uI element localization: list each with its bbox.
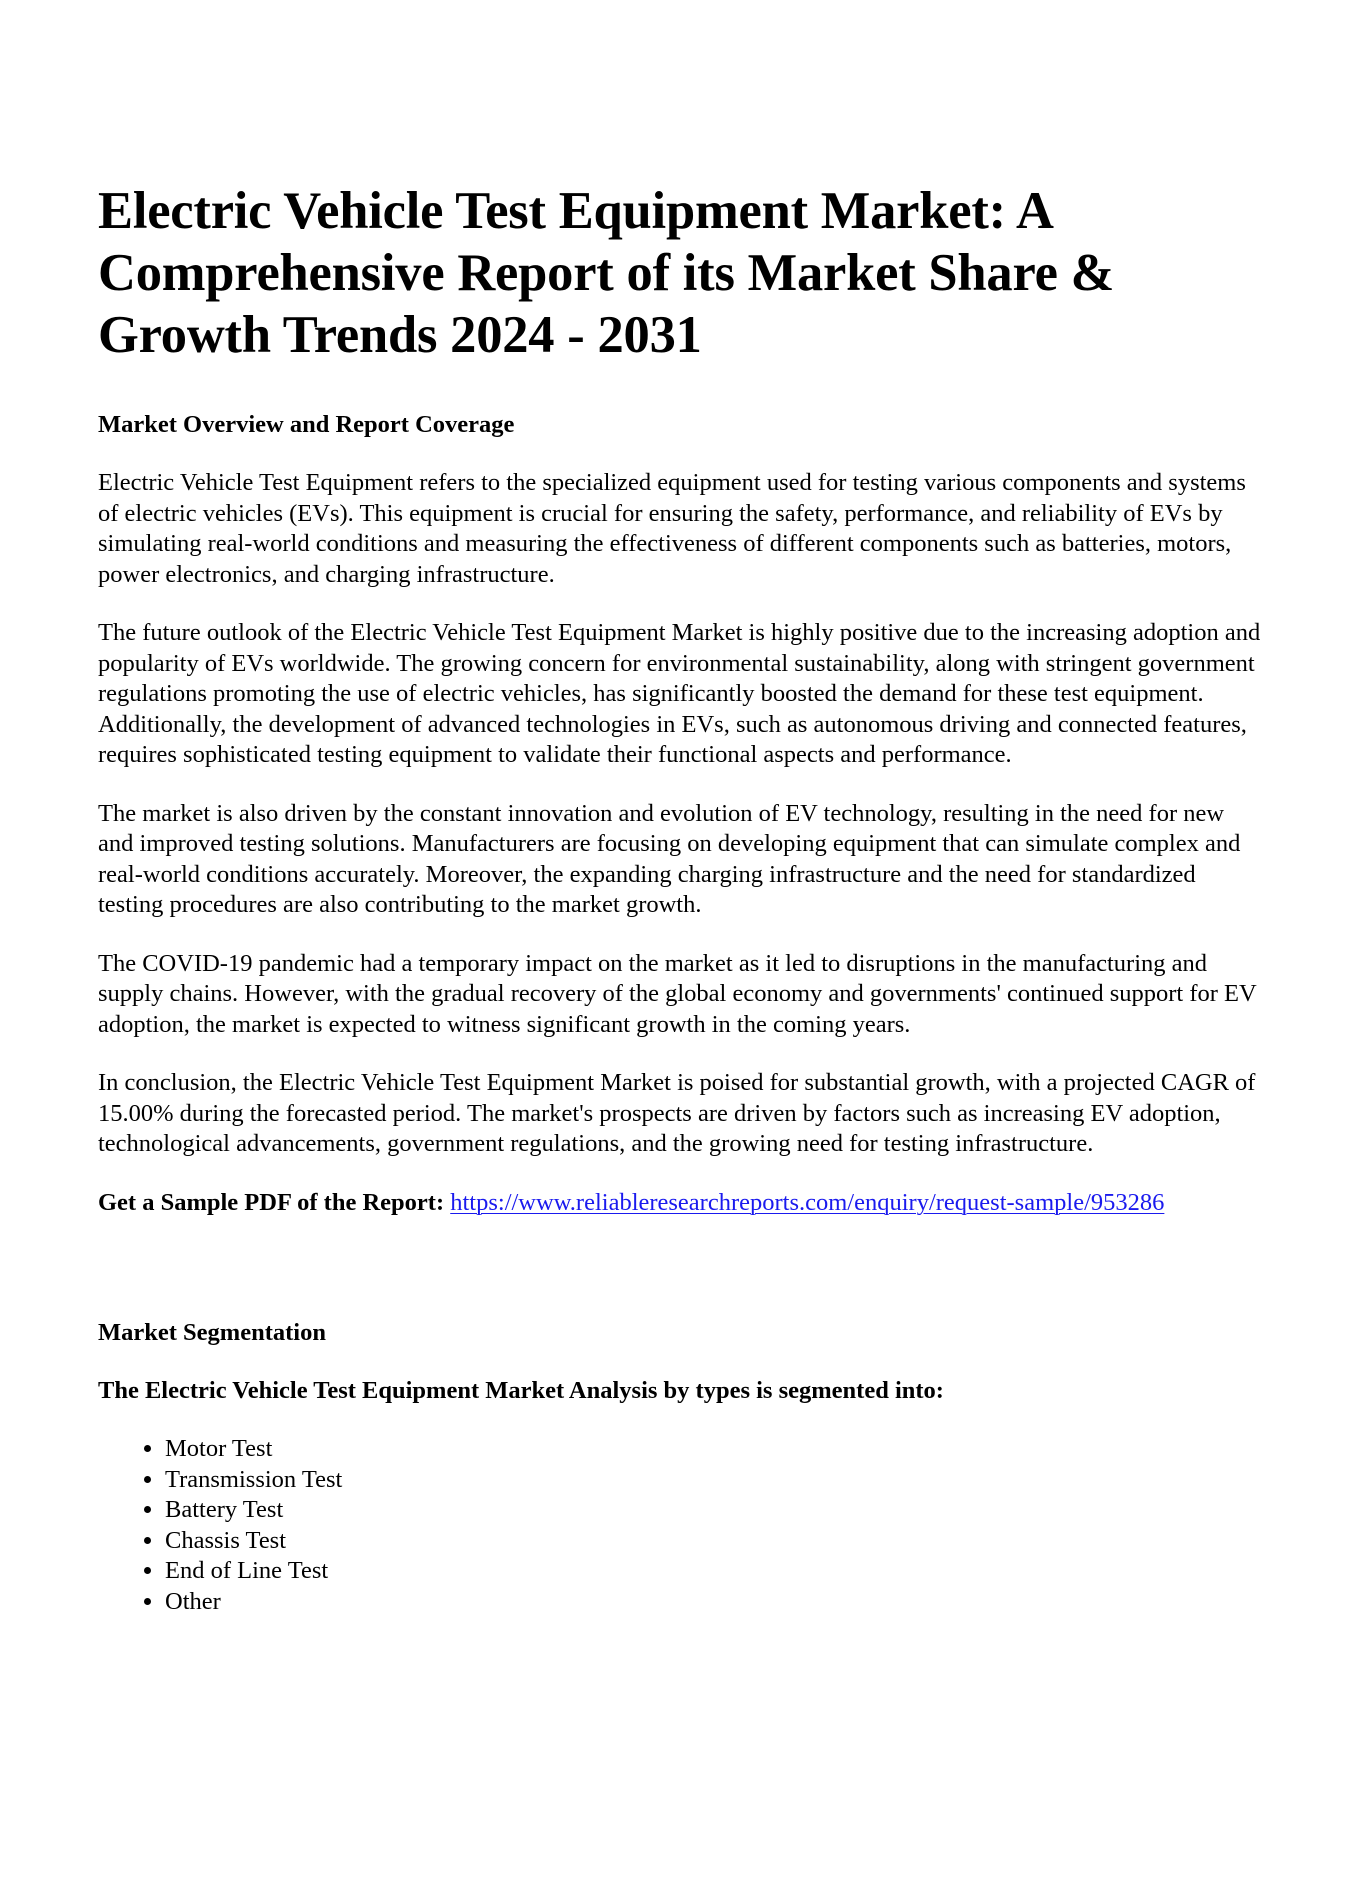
list-item: • Chassis Test [165,1526,1263,1557]
section-spacer [98,1218,1263,1318]
overview-paragraph-2: The future outlook of the Electric Vehicle Test Equipment Market is highly positive due to the increasing adoption and popularity of EVs worldwide. The growing concern for environmental sustainability, along with stringent government regulations promoting the use of electric vehicles, has significantly boosted the demand for these test equipment. Additionally, the development of advanced technologies in EVs, such as autonomous driving and connected features, requires sophisticated testing equipment to validate their functional aspects and performance. [98,619,1261,768]
page-title: Electric Vehicle Test Equipment Market: A Comprehensive Report of its Market Share & Growth Trends 2024 - 2031 [98,182,1115,364]
overview-paragraph-4: The COVID-19 pandemic had a temporary impact on the market as it led to disruptions in the manufacturing and supply chains. However, with the gradual recovery of the global economy and governments' continued support for EV adoption, the market is expected to witness significant growth in the coming years. [98,949,1257,1038]
list-item: • End of Line Test [165,1556,1263,1587]
list-item: • Motor Test [165,1434,1263,1465]
overview-heading: Market Overview and Report Coverage [98,411,515,438]
overview-paragraph-3: The market is also driven by the constant innovation and evolution of EV technology, resulting in the need for new and improved testing solutions. Manufacturers are focusing on developing equipment that can simulate complex and real-world conditions accurately. Moreover, the expanding charging infrastructure and the need for standardized testing procedures are also contributing to the market growth. [98,799,1241,918]
types-list [98,1434,1263,1617]
sample-pdf-callout [98,1188,1263,1219]
article [98,180,1263,1617]
list-item: • Battery Test [165,1495,1263,1526]
list-item: • Transmission Test [165,1465,1263,1496]
overview-paragraph-5: In conclusion, the Electric Vehicle Test Equipment Market is poised for substantial growth, with a projected CAGR of 15.00% during the forecasted period. The market's prospects are driven by factors such as increasing EV adoption, technological advancements, government regulations, and the growing need for testing infrastructure. [98,1069,1256,1157]
overview-paragraph-1: Electric Vehicle Test Equipment refers to the specialized equipment used for testing various components and systems of electric vehicles (EVs). This equipment is crucial for ensuring the safety, performance, and reliability of EVs by simulating real-world conditions and measuring the effectiveness of different components such as batteries, motors, power electronics, and charging infrastructure. [98,469,1246,588]
sample-pdf-label: Get a Sample PDF of the Report: [98,1188,445,1216]
segmentation-heading: Market Segmentation [98,1319,326,1346]
types-heading: The Electric Vehicle Test Equipment Market Analysis by types is segmented into: [98,1377,944,1404]
list-item: • Other [165,1587,1263,1618]
sample-pdf-link[interactable]: https://www.reliableresearchreports.com/enquiry/request-sample/953286 [450,1188,1165,1216]
